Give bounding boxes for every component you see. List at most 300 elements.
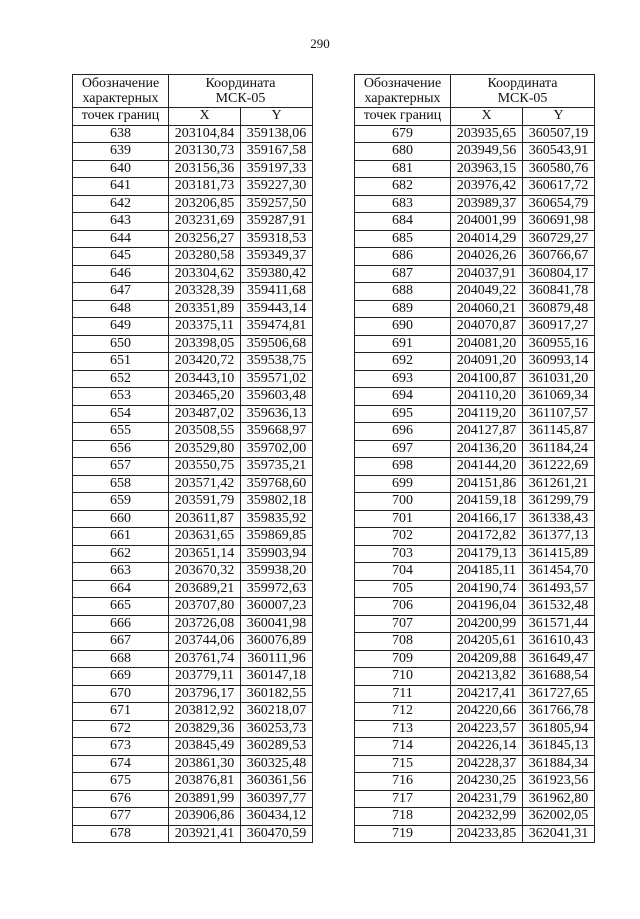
x-coordinate-cell: 204230,25: [451, 773, 523, 791]
point-number-cell: 677: [73, 808, 169, 826]
table-row: [355, 125, 595, 143]
table-row: [73, 248, 313, 266]
x-coordinate-cell: 203670,32: [169, 563, 241, 581]
y-coordinate-cell: 359835,92: [241, 510, 313, 528]
table-row: [73, 790, 313, 808]
table-row: [73, 160, 313, 178]
point-number-cell: 693: [355, 370, 451, 388]
label-line: Обозначение: [363, 76, 442, 91]
x-coordinate-cell: 203465,20: [169, 388, 241, 406]
x-coordinate-cell: 204119,20: [451, 405, 523, 423]
table-row: [355, 790, 595, 808]
x-coordinate-cell: 204144,20: [451, 458, 523, 476]
y-coordinate-cell: 359903,94: [241, 545, 313, 563]
x-coordinate-cell: 203280,58: [169, 248, 241, 266]
x-coordinate-cell: 203104,84: [169, 125, 241, 143]
table-row: [73, 405, 313, 423]
point-number-cell: 706: [355, 598, 451, 616]
point-number-cell: 712: [355, 703, 451, 721]
point-number-cell: 703: [355, 545, 451, 563]
y-coordinate-cell: 360917,27: [523, 318, 595, 336]
y-coordinate-cell: 361338,43: [523, 510, 595, 528]
point-number-cell: 650: [73, 335, 169, 353]
x-coordinate-cell: 204026,26: [451, 248, 523, 266]
y-coordinate-cell: 359380,42: [241, 265, 313, 283]
y-coordinate-cell: 360147,18: [241, 668, 313, 686]
point-number-cell: 672: [73, 720, 169, 738]
y-coordinate-cell: 361377,13: [523, 528, 595, 546]
point-number-cell: 707: [355, 615, 451, 633]
y-coordinate-cell: 360289,53: [241, 738, 313, 756]
y-coordinate-cell: 359318,53: [241, 230, 313, 248]
x-coordinate-cell: 204190,74: [451, 580, 523, 598]
table-row: [355, 283, 595, 301]
x-coordinate-cell: 203304,62: [169, 265, 241, 283]
point-number-cell: 709: [355, 650, 451, 668]
coordinate-title: Координата: [205, 76, 276, 91]
point-number-cell: 651: [73, 353, 169, 371]
y-coordinate-cell: 360111,96: [241, 650, 313, 668]
point-number-cell: 674: [73, 755, 169, 773]
x-coordinate-cell: 204081,20: [451, 335, 523, 353]
table-row: [73, 388, 313, 406]
y-coordinate-cell: 360617,72: [523, 178, 595, 196]
table-row: [355, 668, 595, 686]
point-number-cell: 641: [73, 178, 169, 196]
x-coordinate-cell: 204159,18: [451, 493, 523, 511]
table-row: [73, 370, 313, 388]
x-coordinate-cell: 204213,82: [451, 668, 523, 686]
table-row: [355, 423, 595, 441]
x-header: X: [451, 108, 523, 126]
table-row: [73, 493, 313, 511]
table-row: [355, 248, 595, 266]
y-coordinate-cell: 359167,58: [241, 143, 313, 161]
table-row: [355, 458, 595, 476]
table-row: [73, 143, 313, 161]
table-row: [355, 388, 595, 406]
table-row: [355, 703, 595, 721]
x-coordinate-cell: 204014,29: [451, 230, 523, 248]
x-coordinate-cell: 204217,41: [451, 685, 523, 703]
point-number-cell: 643: [73, 213, 169, 231]
x-coordinate-cell: 204049,22: [451, 283, 523, 301]
table-row: [355, 545, 595, 563]
x-coordinate-cell: 203949,56: [451, 143, 523, 161]
table-row: [73, 458, 313, 476]
point-number-cell: 691: [355, 335, 451, 353]
y-coordinate-cell: 359474,81: [241, 318, 313, 336]
x-coordinate-cell: 203689,21: [169, 580, 241, 598]
x-coordinate-cell: 203744,06: [169, 633, 241, 651]
table-row: [73, 335, 313, 353]
point-number-cell: 680: [355, 143, 451, 161]
table-row: [73, 598, 313, 616]
point-number-cell: 665: [73, 598, 169, 616]
y-coordinate-cell: 359287,91: [241, 213, 313, 231]
point-number-cell: 681: [355, 160, 451, 178]
x-coordinate-cell: 203796,17: [169, 685, 241, 703]
y-coordinate-cell: 360879,48: [523, 300, 595, 318]
label-line: характерных: [364, 91, 441, 106]
point-number-cell: 715: [355, 755, 451, 773]
table-row: [355, 510, 595, 528]
point-number-cell: 697: [355, 440, 451, 458]
table-row: [73, 125, 313, 143]
y-coordinate-cell: 361610,43: [523, 633, 595, 651]
point-number-cell: 645: [73, 248, 169, 266]
x-coordinate-cell: 203130,73: [169, 143, 241, 161]
y-coordinate-cell: 361766,78: [523, 703, 595, 721]
y-coordinate-cell: 362041,31: [523, 825, 595, 843]
point-number-cell: 705: [355, 580, 451, 598]
point-number-cell: 640: [73, 160, 169, 178]
x-coordinate-cell: 203181,73: [169, 178, 241, 196]
point-number-cell: 658: [73, 475, 169, 493]
y-coordinate-cell: 360841,78: [523, 283, 595, 301]
x-coordinate-cell: 203550,75: [169, 458, 241, 476]
x-coordinate-cell: 204226,14: [451, 738, 523, 756]
x-coordinate-cell: 204185,11: [451, 563, 523, 581]
point-number-cell: 719: [355, 825, 451, 843]
table-row: [73, 423, 313, 441]
y-coordinate-cell: 359443,14: [241, 300, 313, 318]
x-coordinate-cell: 203611,87: [169, 510, 241, 528]
page-number: 290: [310, 36, 330, 51]
table-row: [73, 738, 313, 756]
table-row: [73, 633, 313, 651]
y-coordinate-cell: 359603,48: [241, 388, 313, 406]
point-number-cell: 701: [355, 510, 451, 528]
table-row: [355, 195, 595, 213]
point-number-cell: 639: [73, 143, 169, 161]
table-row: [355, 808, 595, 826]
x-coordinate-cell: 203420,72: [169, 353, 241, 371]
point-number-cell: 698: [355, 458, 451, 476]
label-line: Обозначение: [81, 76, 160, 91]
x-coordinate-cell: 203989,37: [451, 195, 523, 213]
y-coordinate-cell: 360993,14: [523, 353, 595, 371]
x-coordinate-cell: 204091,20: [451, 353, 523, 371]
point-number-cell: 702: [355, 528, 451, 546]
table-row: [73, 685, 313, 703]
point-number-cell: 696: [355, 423, 451, 441]
table-row: [73, 615, 313, 633]
y-coordinate-cell: 360007,23: [241, 598, 313, 616]
point-number-cell: 683: [355, 195, 451, 213]
x-coordinate-cell: 204179,13: [451, 545, 523, 563]
table-row: [355, 720, 595, 738]
y-coordinate-cell: 362002,05: [523, 808, 595, 826]
point-number-cell: 671: [73, 703, 169, 721]
y-coordinate-cell: 360955,16: [523, 335, 595, 353]
y-coordinate-cell: 361923,56: [523, 773, 595, 791]
table-body: [355, 125, 595, 843]
x-coordinate-cell: 204228,37: [451, 755, 523, 773]
table-row: [355, 265, 595, 283]
x-coordinate-cell: 203906,86: [169, 808, 241, 826]
point-number-cell: 661: [73, 528, 169, 546]
y-coordinate-cell: 360580,76: [523, 160, 595, 178]
y-coordinate-cell: 361299,79: [523, 493, 595, 511]
table-row: [355, 475, 595, 493]
table-row: [73, 195, 313, 213]
table-row: [355, 528, 595, 546]
point-number-cell: 653: [73, 388, 169, 406]
point-number-cell: 667: [73, 633, 169, 651]
table-row: [73, 580, 313, 598]
table-row: [73, 545, 313, 563]
y-coordinate-cell: 361962,80: [523, 790, 595, 808]
y-header: Y: [523, 108, 595, 126]
table-row: [355, 178, 595, 196]
y-coordinate-cell: 360076,89: [241, 633, 313, 651]
x-coordinate-cell: 204136,20: [451, 440, 523, 458]
y-coordinate-cell: 359668,97: [241, 423, 313, 441]
table-row: [355, 353, 595, 371]
point-number-cell: 711: [355, 685, 451, 703]
y-coordinate-cell: 361845,13: [523, 738, 595, 756]
table-row: [73, 650, 313, 668]
x-coordinate-cell: 203487,02: [169, 405, 241, 423]
x-coordinate-cell: 204151,86: [451, 475, 523, 493]
point-number-cell: 638: [73, 125, 169, 143]
point-number-cell: 669: [73, 668, 169, 686]
x-coordinate-cell: 203779,11: [169, 668, 241, 686]
table-row: [73, 825, 313, 843]
y-coordinate-cell: 360041,98: [241, 615, 313, 633]
x-coordinate-cell: 204233,85: [451, 825, 523, 843]
point-number-cell: 686: [355, 248, 451, 266]
x-coordinate-cell: 203231,69: [169, 213, 241, 231]
y-coordinate-cell: 361107,57: [523, 405, 595, 423]
table-row: [73, 283, 313, 301]
point-number-cell: 654: [73, 405, 169, 423]
y-coordinate-cell: 361727,65: [523, 685, 595, 703]
point-number-cell: 694: [355, 388, 451, 406]
coordinate-system: МСК-05: [497, 91, 548, 106]
x-coordinate-cell: 203861,30: [169, 755, 241, 773]
table-row: [355, 493, 595, 511]
x-coordinate-cell: 204110,20: [451, 388, 523, 406]
x-coordinate-cell: 203156,36: [169, 160, 241, 178]
table-row: [355, 318, 595, 336]
x-coordinate-cell: 203761,74: [169, 650, 241, 668]
y-coordinate-cell: 359768,60: [241, 475, 313, 493]
point-number-cell: 713: [355, 720, 451, 738]
table-row: [73, 213, 313, 231]
y-coordinate-cell: 359735,21: [241, 458, 313, 476]
x-coordinate-cell: 204196,04: [451, 598, 523, 616]
y-coordinate-cell: 359972,63: [241, 580, 313, 598]
coordinate-system: МСК-05: [215, 91, 266, 106]
point-number-cell: 689: [355, 300, 451, 318]
point-number-cell: 704: [355, 563, 451, 581]
y-coordinate-cell: 361184,24: [523, 440, 595, 458]
y-coordinate-cell: 361454,70: [523, 563, 595, 581]
point-number-cell: 684: [355, 213, 451, 231]
y-coordinate-cell: 361805,94: [523, 720, 595, 738]
point-label-header-last-line: точек границ: [73, 108, 169, 126]
y-coordinate-cell: 360397,77: [241, 790, 313, 808]
point-number-cell: 699: [355, 475, 451, 493]
coordinate-header: [451, 75, 595, 108]
table-row: [355, 143, 595, 161]
x-coordinate-cell: 203891,99: [169, 790, 241, 808]
y-coordinate-cell: 361493,57: [523, 580, 595, 598]
point-number-cell: 679: [355, 125, 451, 143]
y-coordinate-cell: 360434,12: [241, 808, 313, 826]
x-coordinate-cell: 204001,99: [451, 213, 523, 231]
coordinate-header: [169, 75, 313, 108]
y-coordinate-cell: 359138,06: [241, 125, 313, 143]
point-number-cell: 718: [355, 808, 451, 826]
y-coordinate-cell: 359257,50: [241, 195, 313, 213]
coordinates-table-left: [72, 74, 313, 843]
table-row: [73, 300, 313, 318]
x-coordinate-cell: 203707,80: [169, 598, 241, 616]
x-coordinate-cell: 204060,21: [451, 300, 523, 318]
table-row: [73, 440, 313, 458]
point-number-cell: 647: [73, 283, 169, 301]
y-coordinate-cell: 360325,48: [241, 755, 313, 773]
x-coordinate-cell: 203651,14: [169, 545, 241, 563]
point-number-cell: 642: [73, 195, 169, 213]
x-coordinate-cell: 203375,11: [169, 318, 241, 336]
table-row: [73, 528, 313, 546]
x-coordinate-cell: 204223,57: [451, 720, 523, 738]
table-row: [73, 755, 313, 773]
y-coordinate-cell: 359702,00: [241, 440, 313, 458]
point-label-header-last-line: точек границ: [355, 108, 451, 126]
x-coordinate-cell: 204232,99: [451, 808, 523, 826]
table-row: [355, 563, 595, 581]
point-number-cell: 646: [73, 265, 169, 283]
x-coordinate-cell: 203256,27: [169, 230, 241, 248]
table-row: [73, 475, 313, 493]
table-row: [73, 720, 313, 738]
point-number-cell: 716: [355, 773, 451, 791]
x-coordinate-cell: 204037,91: [451, 265, 523, 283]
point-number-cell: 678: [73, 825, 169, 843]
table-row: [73, 703, 313, 721]
point-number-cell: 666: [73, 615, 169, 633]
table-row: [355, 370, 595, 388]
point-number-cell: 685: [355, 230, 451, 248]
table-row: [73, 563, 313, 581]
y-coordinate-cell: 361031,20: [523, 370, 595, 388]
point-number-cell: 700: [355, 493, 451, 511]
point-number-cell: 676: [73, 790, 169, 808]
x-coordinate-cell: 203845,49: [169, 738, 241, 756]
table-row: [73, 318, 313, 336]
x-coordinate-cell: 204100,87: [451, 370, 523, 388]
y-coordinate-cell: 361261,21: [523, 475, 595, 493]
y-coordinate-cell: 359869,85: [241, 528, 313, 546]
point-number-cell: 664: [73, 580, 169, 598]
x-coordinate-cell: 203508,55: [169, 423, 241, 441]
table-row: [73, 808, 313, 826]
x-coordinate-cell: 204231,79: [451, 790, 523, 808]
x-coordinate-cell: 203976,42: [451, 178, 523, 196]
x-coordinate-cell: 203443,10: [169, 370, 241, 388]
point-number-cell: 670: [73, 685, 169, 703]
y-coordinate-cell: 360253,73: [241, 720, 313, 738]
point-number-cell: 660: [73, 510, 169, 528]
y-coordinate-cell: 360804,17: [523, 265, 595, 283]
coordinate-title: Координата: [487, 76, 558, 91]
table-row: [355, 213, 595, 231]
y-coordinate-cell: 361884,34: [523, 755, 595, 773]
table-row: [355, 650, 595, 668]
y-coordinate-cell: 360766,67: [523, 248, 595, 266]
table-row: [355, 773, 595, 791]
point-number-cell: 662: [73, 545, 169, 563]
point-label-header: [355, 75, 451, 108]
table-row: [355, 738, 595, 756]
point-number-cell: 675: [73, 773, 169, 791]
point-number-cell: 659: [73, 493, 169, 511]
x-header: X: [169, 108, 241, 126]
label-line: характерных: [82, 91, 159, 106]
x-coordinate-cell: 203351,89: [169, 300, 241, 318]
y-coordinate-cell: 361222,69: [523, 458, 595, 476]
table-row: [73, 353, 313, 371]
x-coordinate-cell: 204172,82: [451, 528, 523, 546]
point-number-cell: 663: [73, 563, 169, 581]
point-number-cell: 673: [73, 738, 169, 756]
table-row: [355, 335, 595, 353]
point-number-cell: 655: [73, 423, 169, 441]
point-number-cell: 687: [355, 265, 451, 283]
table-body: [73, 125, 313, 843]
x-coordinate-cell: 204200,99: [451, 615, 523, 633]
table-row: [355, 230, 595, 248]
table-row: [355, 825, 595, 843]
coordinates-table-right: [354, 74, 595, 843]
point-number-cell: 668: [73, 650, 169, 668]
x-coordinate-cell: 203529,80: [169, 440, 241, 458]
table-row: [355, 160, 595, 178]
y-coordinate-cell: 361145,87: [523, 423, 595, 441]
y-coordinate-cell: 361649,47: [523, 650, 595, 668]
y-coordinate-cell: 360691,98: [523, 213, 595, 231]
table-row: [73, 178, 313, 196]
x-coordinate-cell: 204209,88: [451, 650, 523, 668]
x-coordinate-cell: 203812,92: [169, 703, 241, 721]
y-coordinate-cell: 359197,33: [241, 160, 313, 178]
point-number-cell: 649: [73, 318, 169, 336]
x-coordinate-cell: 203591,79: [169, 493, 241, 511]
point-number-cell: 652: [73, 370, 169, 388]
y-coordinate-cell: 359506,68: [241, 335, 313, 353]
y-coordinate-cell: 360182,55: [241, 685, 313, 703]
x-coordinate-cell: 203398,05: [169, 335, 241, 353]
y-coordinate-cell: 361069,34: [523, 388, 595, 406]
table-row: [355, 405, 595, 423]
x-coordinate-cell: 203935,65: [451, 125, 523, 143]
table-row: [73, 668, 313, 686]
x-coordinate-cell: 203876,81: [169, 773, 241, 791]
y-coordinate-cell: 361571,44: [523, 615, 595, 633]
y-coordinate-cell: 359802,18: [241, 493, 313, 511]
x-coordinate-cell: 204220,66: [451, 703, 523, 721]
y-coordinate-cell: 360543,91: [523, 143, 595, 161]
point-number-cell: 690: [355, 318, 451, 336]
x-coordinate-cell: 203963,15: [451, 160, 523, 178]
y-coordinate-cell: 359411,68: [241, 283, 313, 301]
x-coordinate-cell: 203726,08: [169, 615, 241, 633]
